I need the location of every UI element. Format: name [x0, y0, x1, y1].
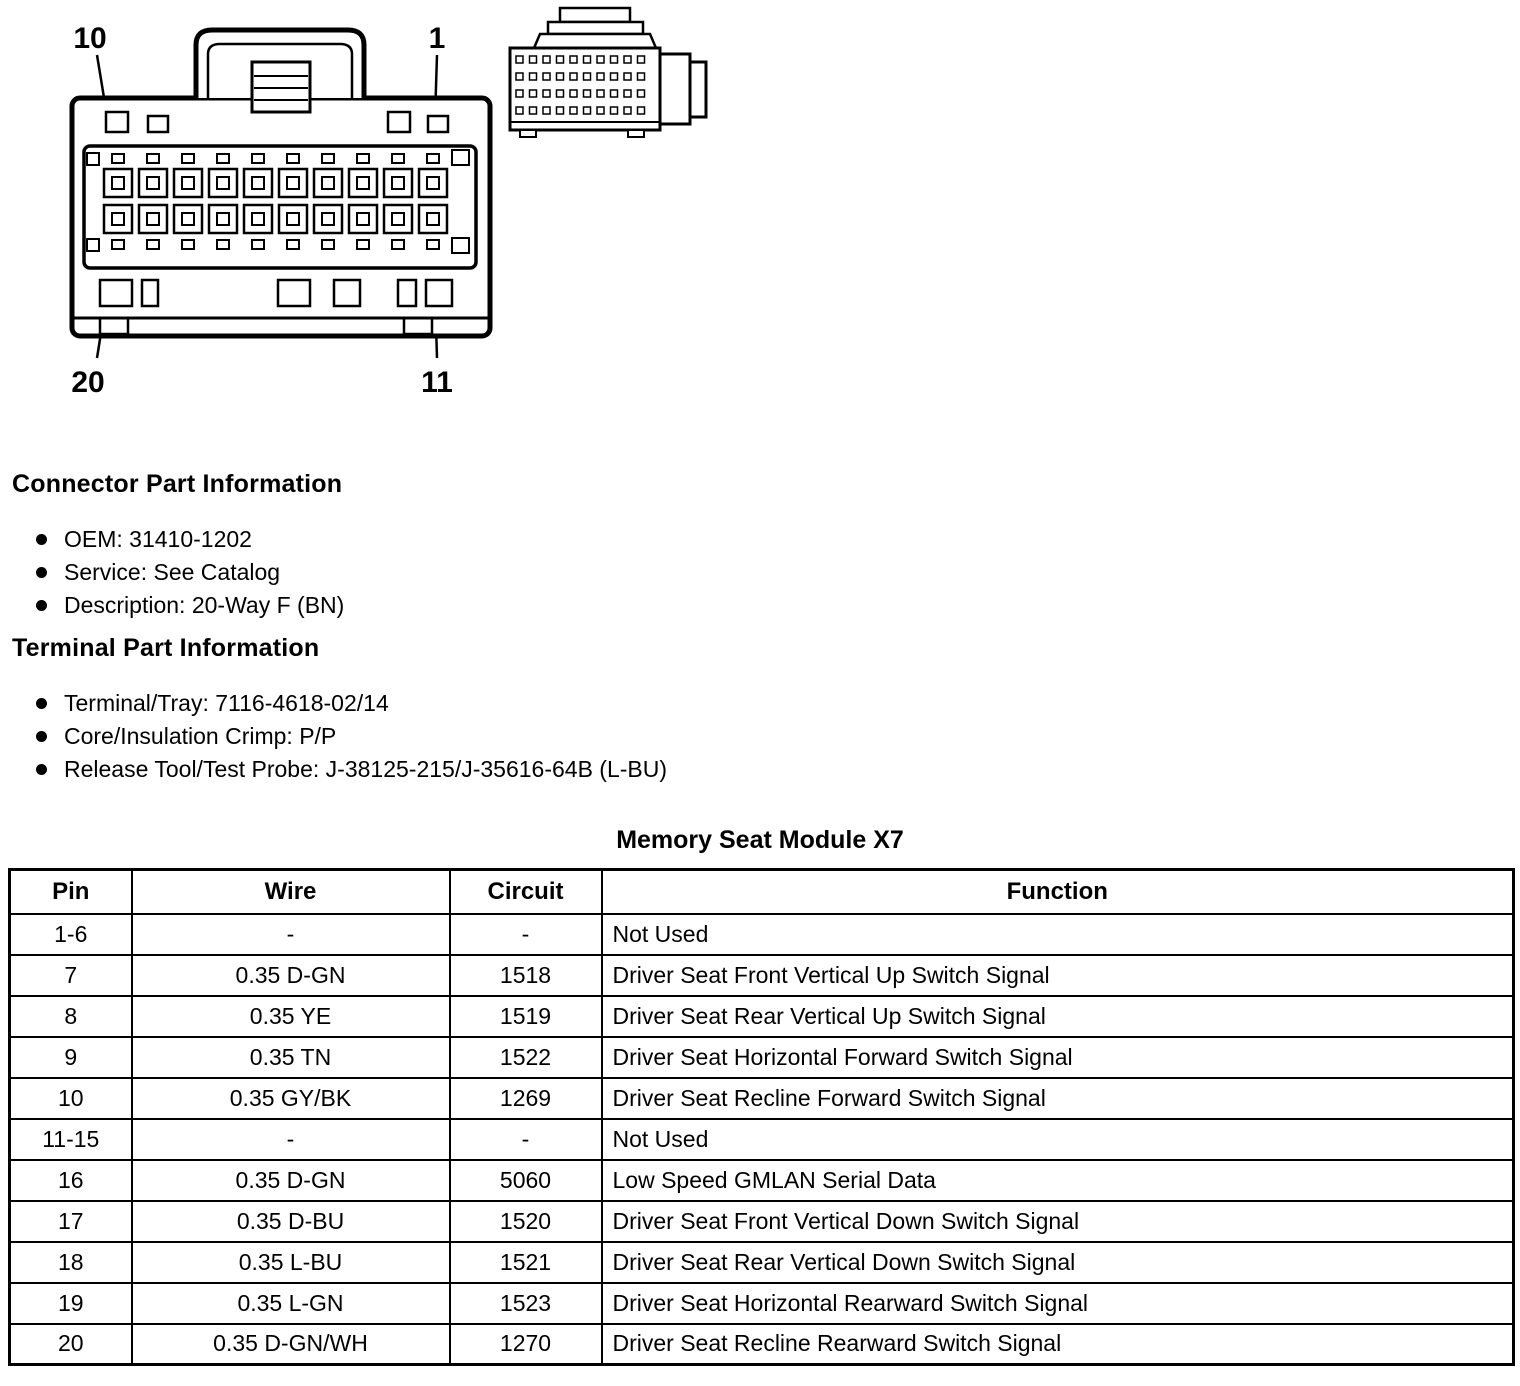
cell-wire: 0.35 D-GN/WH: [132, 1324, 450, 1365]
cell-function: Driver Seat Rear Vertical Down Switch Signal: [602, 1242, 1514, 1283]
cell-wire: 0.35 TN: [132, 1037, 450, 1078]
pin-label-top-right: 1: [428, 22, 446, 55]
cell-wire: 0.35 D-GN: [132, 955, 450, 996]
header-row: [10, 870, 1514, 914]
cell-function: Not Used: [602, 914, 1514, 955]
list-item: [12, 523, 344, 556]
list-item: [12, 687, 667, 720]
cell-circuit: 1269: [450, 1078, 602, 1119]
cell-function: Low Speed GMLAN Serial Data: [602, 1160, 1514, 1201]
list-item-text: Release Tool/Test Probe: J-38125-215/J-35616-64B (L-BU): [64, 756, 668, 782]
table-title: Memory Seat Module X7: [616, 826, 904, 854]
cell-wire: 0.35 D-BU: [132, 1201, 450, 1242]
pin-label-top-left: 10: [73, 22, 107, 55]
cell-wire: 0.35 L-BU: [132, 1242, 450, 1283]
table-row: [10, 914, 1514, 955]
bullet-icon: [36, 534, 47, 545]
list-item: [12, 589, 344, 622]
table-row: [10, 1324, 1514, 1365]
terminal-info-list: [12, 687, 667, 786]
connector-info-list: [12, 523, 344, 622]
cell-wire: 0.35 D-GN: [132, 1160, 450, 1201]
header-pin: Pin: [10, 870, 132, 914]
list-item: [12, 753, 667, 786]
cell-wire: 0.35 YE: [132, 996, 450, 1037]
bullet-icon: [36, 731, 47, 742]
list-item-text: Core/Insulation Crimp: P/P: [64, 723, 337, 749]
cell-pin: 11-15: [10, 1119, 132, 1160]
list-item-text: OEM: 31410-1202: [64, 526, 252, 552]
cell-function: Not Used: [602, 1119, 1514, 1160]
table-row: [10, 1201, 1514, 1242]
cell-circuit: -: [450, 914, 602, 955]
cell-pin: 19: [10, 1283, 132, 1324]
cell-pin: 20: [10, 1324, 132, 1365]
bullet-icon: [36, 698, 47, 709]
bullet-icon: [36, 567, 47, 578]
cell-wire: 0.35 GY/BK: [132, 1078, 450, 1119]
pin-label-bottom-right: 11: [421, 366, 453, 399]
connector-info-heading: Connector Part Information: [12, 470, 343, 498]
cell-circuit: 1520: [450, 1201, 602, 1242]
list-item: [12, 720, 667, 753]
cell-pin: 17: [10, 1201, 132, 1242]
list-item-text: Description: 20-Way F (BN): [64, 592, 345, 618]
connector-part-info-section: [12, 470, 344, 622]
cell-function: Driver Seat Front Vertical Up Switch Signal: [602, 955, 1514, 996]
terminal-part-info-section: [12, 634, 667, 786]
cell-pin: 16: [10, 1160, 132, 1201]
cell-wire: -: [132, 914, 450, 955]
cell-function: Driver Seat Horizontal Forward Switch Signal: [602, 1037, 1514, 1078]
cell-pin: 8: [10, 996, 132, 1037]
table-row: [10, 1078, 1514, 1119]
cell-circuit: 1270: [450, 1324, 602, 1365]
cell-pin: 1-6: [10, 914, 132, 955]
table-row: [10, 955, 1514, 996]
cell-circuit: 1522: [450, 1037, 602, 1078]
cell-circuit: -: [450, 1119, 602, 1160]
pinout-table-head: [10, 870, 1514, 914]
header-function: Function: [602, 870, 1514, 914]
terminal-info-heading: Terminal Part Information: [12, 634, 320, 662]
table-row: [10, 1160, 1514, 1201]
table-row: [10, 1242, 1514, 1283]
list-item-text: Service: See Catalog: [64, 559, 281, 585]
cell-function: Driver Seat Horizontal Rearward Switch Signal: [602, 1283, 1514, 1324]
pinout-table: [8, 868, 1515, 1366]
bullet-icon: [36, 600, 47, 611]
table-row: [10, 1037, 1514, 1078]
cell-circuit: 1519: [450, 996, 602, 1037]
cell-function: Driver Seat Recline Forward Switch Signal: [602, 1078, 1514, 1119]
list-item-text: Terminal/Tray: 7116-4618-02/14: [64, 690, 389, 716]
connector-photo-illustration: [510, 8, 706, 137]
header-wire: Wire: [132, 870, 450, 914]
pinout-table-body: [10, 914, 1514, 1365]
list-item: [12, 556, 344, 589]
connector-face-drawing: [72, 30, 490, 358]
cell-circuit: 1518: [450, 955, 602, 996]
cell-circuit: 1521: [450, 1242, 602, 1283]
header-circuit: Circuit: [450, 870, 602, 914]
cell-circuit: 5060: [450, 1160, 602, 1201]
cell-pin: 9: [10, 1037, 132, 1078]
cell-wire: 0.35 L-GN: [132, 1283, 450, 1324]
cell-function: Driver Seat Rear Vertical Up Switch Signal: [602, 996, 1514, 1037]
cell-function: Driver Seat Front Vertical Down Switch Signal: [602, 1201, 1514, 1242]
cell-pin: 10: [10, 1078, 132, 1119]
cell-pin: 18: [10, 1242, 132, 1283]
cell-pin: 7: [10, 955, 132, 996]
cell-wire: -: [132, 1119, 450, 1160]
pin-label-bottom-left: 20: [71, 366, 105, 399]
connector-diagram: [0, 0, 1520, 460]
pinout-table-container: [8, 868, 1512, 1366]
table-row: [10, 1119, 1514, 1160]
bullet-icon: [36, 764, 47, 775]
cell-function: Driver Seat Recline Rearward Switch Signal: [602, 1324, 1514, 1365]
cell-circuit: 1523: [450, 1283, 602, 1324]
table-row: [10, 1283, 1514, 1324]
table-row: [10, 996, 1514, 1037]
